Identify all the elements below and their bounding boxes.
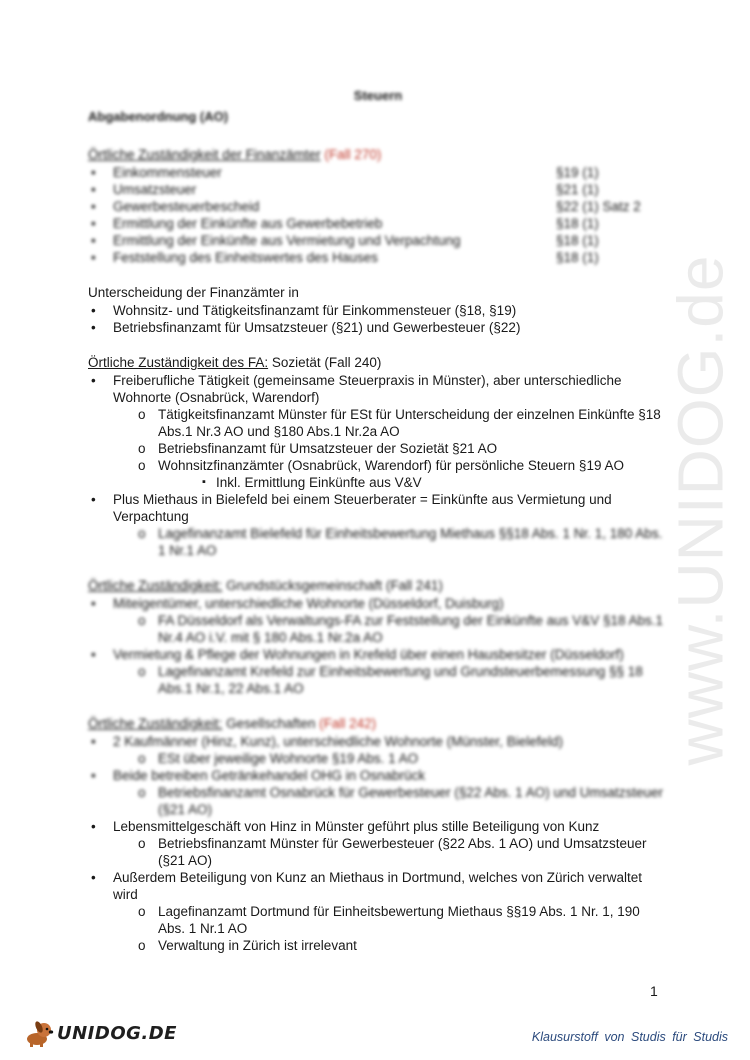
list-item: • Außerdem Beteiligung von Kunz an Miethaus in Dortmund, welches von Zürich verwaltet wird o Lagefinanzamt Dortmund für Einheitsbewertung Miethaus §§19 Abs. 1 Nr. 1, 190 Abs. 1 Nr.1 AO o Verwaltung in Zürich ist irrelevant — [88, 869, 668, 954]
document-subtitle: Abgabenordnung (AO) — [88, 109, 229, 124]
list-item: • Gewerbesteuerbescheid §22 (1) Satz 2 — [88, 198, 668, 215]
footer-tagline: Klausurstoff von Studis für Studis — [531, 1030, 728, 1044]
bullet-list — [88, 818, 668, 954]
bullet-list — [88, 595, 668, 697]
tax-list — [88, 164, 668, 266]
list-item: • Vermietung & Pflege der Wohnungen in Krefeld über einen Hausbesitzer (Düsseldorf) o Lagefinanzamt Krefeld zur Einheitsbewertung und Grundsteuerbemessung §§ 18 Abs.1 Nr.1, 22 Abs.1 AO — [88, 646, 668, 697]
list-item: • Feststellung des Einheitswertes des Hauses §18 (1) — [88, 249, 668, 266]
document-title: Steuern — [353, 88, 403, 103]
section-heading: Örtliche Zuständigkeit: Grundstücksgemeinschaft (Fall 241) — [88, 578, 443, 593]
sub-list — [113, 784, 668, 818]
sub-list-item: o Wohnsitzfinanzämter (Osnabrück, Warendorf) für persönliche Steuern §19 AO ▪ Inkl. Ermittlung Einkünfte aus V&V — [113, 457, 668, 491]
sub-list-item: o Betriebsfinanzamt Osnabrück für Gewerbesteuer (§22 Abs. 1 AO) und Umsatzsteuer (§21 AO) — [113, 784, 668, 818]
list-item: • Miteigentümer, unterschiedliche Wohnorte (Düsseldorf, Duisburg) o FA Düsseldorf als Verwaltungs-FA zur Feststellung der Einkünfte aus V&V §18 Abs.1 Nr.4 AO i.V. mit § 180 Abs.1 Nr.2a AO — [88, 595, 668, 646]
blurred-part — [88, 715, 668, 818]
sub-list-item: o Lagefinanzamt Dortmund für Einheitsbewertung Miethaus §§19 Abs. 1 Nr. 1, 190 Abs. 1 Nr.1 AO — [113, 903, 668, 937]
list-item: • Betriebsfinanzamt für Umsatzsteuer (§21) und Gewerbesteuer (§22) — [88, 319, 668, 336]
bullet-list — [88, 372, 668, 559]
sub-list-item: o Betriebsfinanzamt Münster für Gewerbesteuer (§22 Abs. 1 AO) und Umsatzsteuer (§21 AO) — [113, 835, 668, 869]
sub-list-item: o Lagefinanzamt Bielefeld für Einheitsbewertung Miethaus §§18 Abs. 1 Nr. 1, 180 Abs. 1 Nr.1 AO — [113, 525, 668, 559]
sub-list — [113, 835, 668, 869]
section-heading: Örtliche Zuständigkeit der Finanzämter (Fall 270) — [88, 147, 382, 162]
sub-list — [113, 406, 668, 491]
dog-icon — [22, 1018, 56, 1048]
list-item: • Ermittlung der Einkünfte aus Vermietung und Verpachtung §18 (1) — [88, 232, 668, 249]
sub-list — [113, 750, 668, 767]
section-heading: Örtliche Zuständigkeit des FA: Sozietät (Fall 240) — [88, 355, 382, 370]
section-gesellschaften — [88, 715, 668, 954]
section-sozietaet — [88, 354, 668, 559]
list-item: • Freiberufliche Tätigkeit (gemeinsame Steuerpraxis in Münster), aber unterschiedliche Wohnorte (Osnabrück, Warendorf) o Tätigkeitsfinanzamt Münster für ESt für Unterscheidung der einzelnen Einkünfte §18 Abs.1 Nr.3 AO und §180 Abs.1 Nr.2a AO o Betriebsfinanzamt für Umsatzsteuer der Sozietät §21 AO o Wohnsitzfinanzämter (Osnabrück, Warendorf) für persönliche Steuern §19 AO ▪ Inkl. Ermittlung Einkünfte aus V&V — [88, 372, 668, 491]
sub-list-item: o Betriebsfinanzamt für Umsatzsteuer der Sozietät §21 AO — [113, 440, 668, 457]
sub-list-item: o Verwaltung in Zürich ist irrelevant — [113, 937, 668, 954]
sub-list-item: o Lagefinanzamt Krefeld zur Einheitsbewertung und Grundsteuerbemessung §§ 18 Abs.1 Nr.1, 22 Abs.1 AO — [113, 663, 668, 697]
list-item: • Beide betreiben Getränkehandel OHG in Osnabrück o Betriebsfinanzamt Osnabrück für Gewerbesteuer (§22 Abs. 1 AO) und Umsatzsteuer (§21 AO) — [88, 767, 668, 818]
bullet-list — [88, 733, 668, 818]
list-item: • Umsatzsteuer §21 (1) — [88, 181, 668, 198]
watermark: www.UNIDOG.de — [664, 254, 736, 766]
section-unterscheidung — [88, 284, 668, 336]
footer-logo — [22, 1018, 177, 1048]
section-heading: Unterscheidung der Finanzämter in — [88, 285, 299, 300]
sub-sub-list-item: ▪ Inkl. Ermittlung Einkünfte aus V&V — [158, 474, 668, 491]
sub-list-item: o ESt über jeweilige Wohnorte §19 Abs. 1 AO — [113, 750, 668, 767]
bullet-list — [88, 302, 668, 336]
blurred-header — [88, 88, 668, 124]
sub-list — [113, 612, 668, 646]
logo-text: UNIDOG.DE — [57, 1022, 177, 1044]
section-heading: Örtliche Zuständigkeit: Gesellschaften (Fall 242) — [88, 716, 377, 731]
list-item: • Lebensmittelgeschäft von Hinz in Münster geführt plus stille Beteiligung von Kunz o Betriebsfinanzamt Münster für Gewerbesteuer (§22 Abs. 1 AO) und Umsatzsteuer (§21 AO) — [88, 818, 668, 869]
list-item: • Plus Miethaus in Bielefeld bei einem Steuerberater = Einkünfte aus Vermietung und Verpachtung o Lagefinanzamt Bielefeld für Einheitsbewertung Miethaus §§18 Abs. 1 Nr. 1, 180 Abs. 1 Nr.1 AO — [88, 491, 668, 559]
sub-sub-list — [158, 474, 668, 491]
list-item: • Wohnsitz- und Tätigkeitsfinanzamt für Einkommensteuer (§18, §19) — [88, 302, 668, 319]
section-zustaendigkeit-finanzaemter — [88, 146, 668, 266]
sub-list-item: o Tätigkeitsfinanzamt Münster für ESt für Unterscheidung der einzelnen Einkünfte §18 Abs.1 Nr.3 AO und §180 Abs.1 Nr.2a AO — [113, 406, 668, 440]
list-item: • Einkommensteuer §19 (1) — [88, 164, 668, 181]
list-item: • 2 Kaufmänner (Hinz, Kunz), unterschiedliche Wohnorte (Münster, Bielefeld) o ESt über jeweilige Wohnorte §19 Abs. 1 AO — [88, 733, 668, 767]
section-grundstuecksgemeinschaft — [88, 577, 668, 697]
list-item: • Ermittlung der Einkünfte aus Gewerbebetrieb §18 (1) — [88, 215, 668, 232]
document-body — [88, 88, 668, 972]
sub-list — [113, 663, 668, 697]
page-number: 1 — [650, 983, 658, 999]
sub-list — [113, 525, 668, 559]
sub-list-item: o FA Düsseldorf als Verwaltungs-FA zur Feststellung der Einkünfte aus V&V §18 Abs.1 Nr.4 AO i.V. mit § 180 Abs.1 Nr.2a AO — [113, 612, 668, 646]
sub-list — [113, 903, 668, 954]
